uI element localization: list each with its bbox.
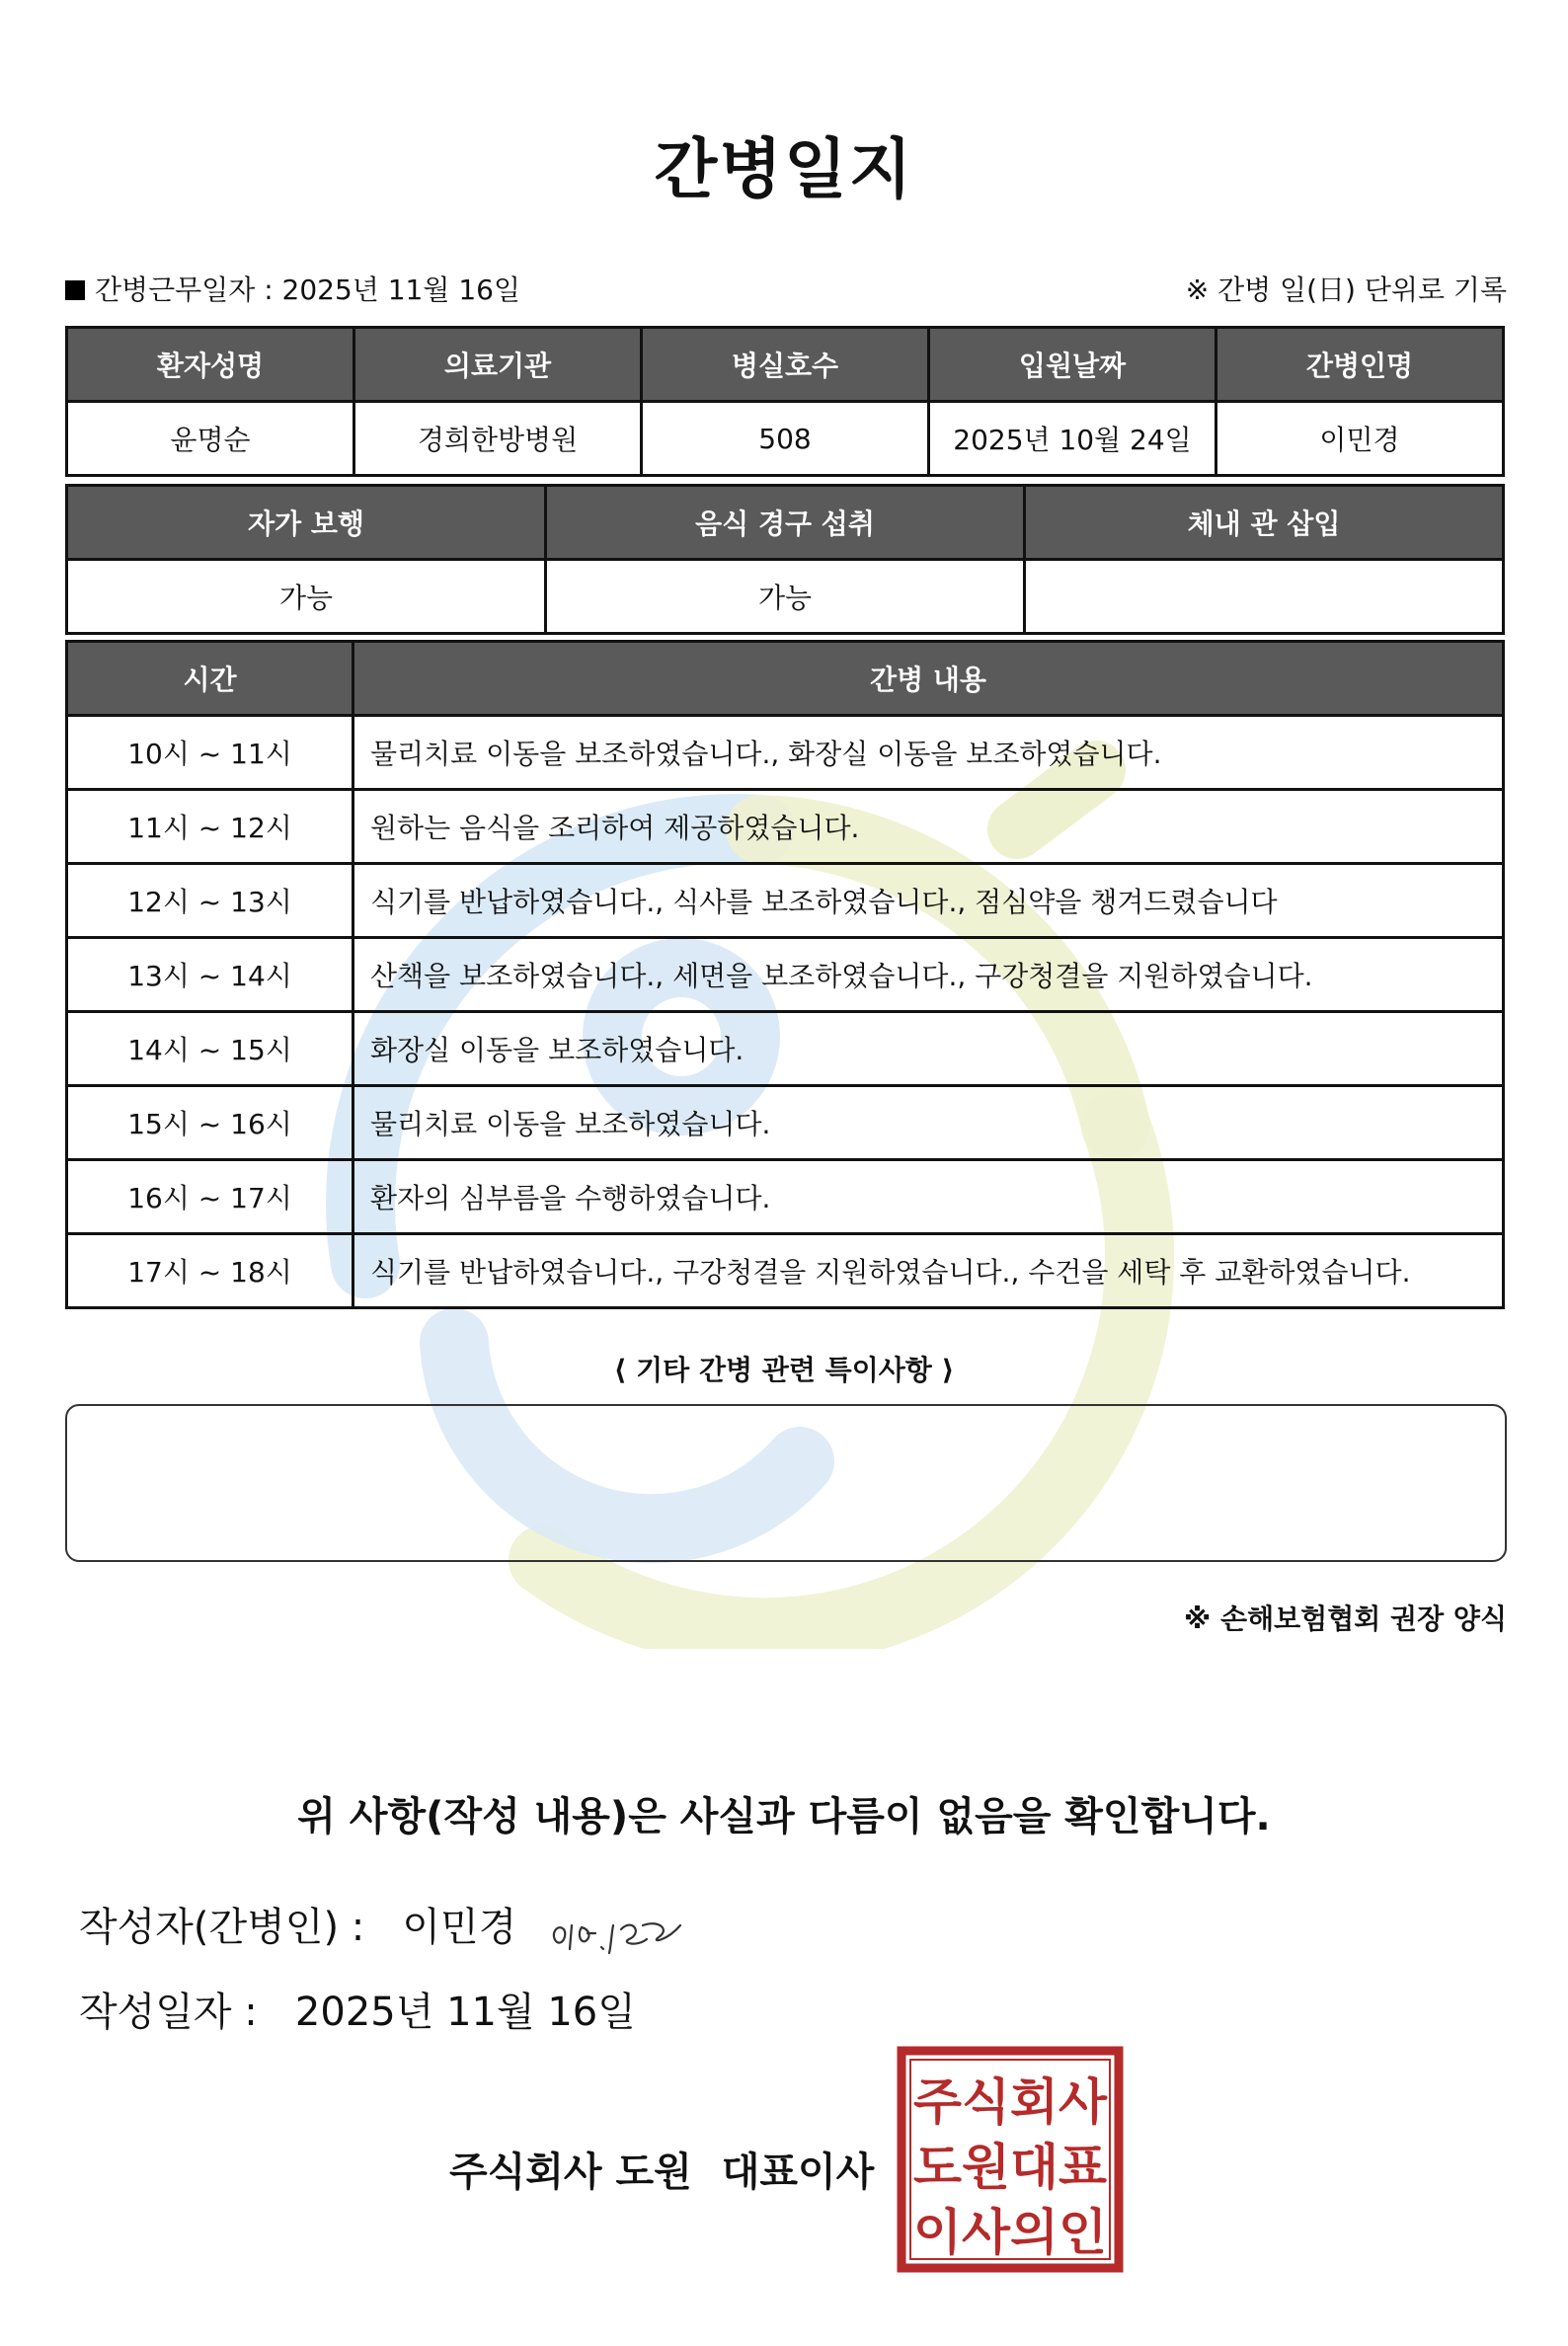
table-row [67, 938, 1504, 1012]
form-note: ※ 손해보험협회 권장 양식 [1184, 1603, 1507, 1635]
work-date-value: 2025년 11월 16일 [281, 274, 520, 306]
tube-insertion-value [1025, 560, 1504, 634]
row-time: 14시 ~ 15시 [67, 1012, 353, 1086]
room-number: 508 [642, 402, 929, 476]
table-row [67, 864, 1504, 938]
care-log-table [65, 640, 1505, 1309]
header-hospital: 의료기관 [354, 328, 642, 402]
notes-title: ⟨ 기타 간병 관련 특이사항 ⟩ [613, 1354, 955, 1386]
seal-line-3: 이사의인 [913, 2204, 1107, 2261]
header-caregiver: 간병인명 [1216, 328, 1504, 402]
notes-box [65, 1404, 1507, 1562]
company-name: 주식회사 도원 [449, 2150, 692, 2195]
colon: : [255, 274, 282, 306]
header-room: 병실호수 [642, 328, 929, 402]
header-oral-intake: 음식 경구 섭취 [546, 486, 1025, 560]
signature-image [548, 1904, 696, 1963]
write-date-label: 작성일자 : [79, 1990, 258, 2035]
seal-line-2: 도원대표 [913, 2139, 1108, 2196]
header-tube-insertion: 체내 관 삽입 [1025, 486, 1504, 560]
company-seal-stamp [897, 2046, 1124, 2273]
caregiver-name: 이민경 [1216, 402, 1504, 476]
row-time: 11시 ~ 12시 [67, 790, 353, 864]
header-self-walking: 자가 보행 [67, 486, 546, 560]
header-admission-date: 입원날짜 [929, 328, 1216, 402]
seal-line-1: 주식회사 [913, 2073, 1108, 2131]
patient-name: 윤명순 [67, 402, 354, 476]
ability-table [65, 484, 1505, 635]
row-time: 13시 ~ 14시 [67, 938, 353, 1012]
row-time: 17시 ~ 18시 [67, 1234, 353, 1308]
header-time: 시간 [67, 642, 353, 716]
square-bullet-icon [65, 280, 85, 300]
row-content: 물리치료 이동을 보조하였습니다., 화장실 이동을 보조하였습니다. [353, 716, 1504, 790]
writer-line [79, 1896, 516, 1952]
row-time: 15시 ~ 16시 [67, 1086, 353, 1160]
work-date-line [65, 269, 520, 308]
confirmation-statement: 위 사항(작성 내용)은 사실과 다름이 없음을 확인합니다. [297, 1794, 1271, 1839]
company-title: 대표이사 [721, 2150, 875, 2195]
hospital: 경희한방병원 [354, 402, 642, 476]
admission-date: 2025년 10월 24일 [929, 402, 1216, 476]
row-content: 산책을 보조하였습니다., 세면을 보조하였습니다., 구강청결을 지원하였습니다. [353, 938, 1504, 1012]
row-content: 환자의 심부름을 수행하였습니다. [353, 1160, 1504, 1234]
write-date-line [79, 1981, 636, 2037]
row-time: 12시 ~ 13시 [67, 864, 353, 938]
writer-label: 작성자(간병인) : [79, 1905, 365, 1950]
document-title: 간병일지 [654, 131, 914, 207]
patient-table [65, 326, 1505, 477]
oral-intake-value: 가능 [546, 560, 1025, 634]
header-patient-name: 환자성명 [67, 328, 354, 402]
row-content: 물리치료 이동을 보조하였습니다. [353, 1086, 1504, 1160]
writer-name: 이민경 [402, 1905, 517, 1950]
header-care-content: 간병 내용 [353, 642, 1504, 716]
table-row [67, 1012, 1504, 1086]
company-line [449, 2141, 903, 2197]
table-row [67, 716, 1504, 790]
unit-note: ※ 간병 일(日) 단위로 기록 [1185, 274, 1507, 306]
row-content: 식기를 반납하였습니다., 구강청결을 지원하였습니다., 수건을 세탁 후 교환하였습니다. [353, 1234, 1504, 1308]
write-date-value: 2025년 11월 16일 [294, 1990, 636, 2035]
row-time: 16시 ~ 17시 [67, 1160, 353, 1234]
table-row [67, 1086, 1504, 1160]
row-content: 식기를 반납하였습니다., 식사를 보조하였습니다., 점심약을 챙겨드렸습니다 [353, 864, 1504, 938]
row-content: 화장실 이동을 보조하였습니다. [353, 1012, 1504, 1086]
self-walking-value: 가능 [67, 560, 546, 634]
row-content: 원하는 음식을 조리하여 제공하였습니다. [353, 790, 1504, 864]
table-row [67, 1234, 1504, 1308]
work-date-label: 간병근무일자 [95, 274, 256, 306]
table-row [67, 790, 1504, 864]
table-row [67, 1160, 1504, 1234]
row-time: 10시 ~ 11시 [67, 716, 353, 790]
